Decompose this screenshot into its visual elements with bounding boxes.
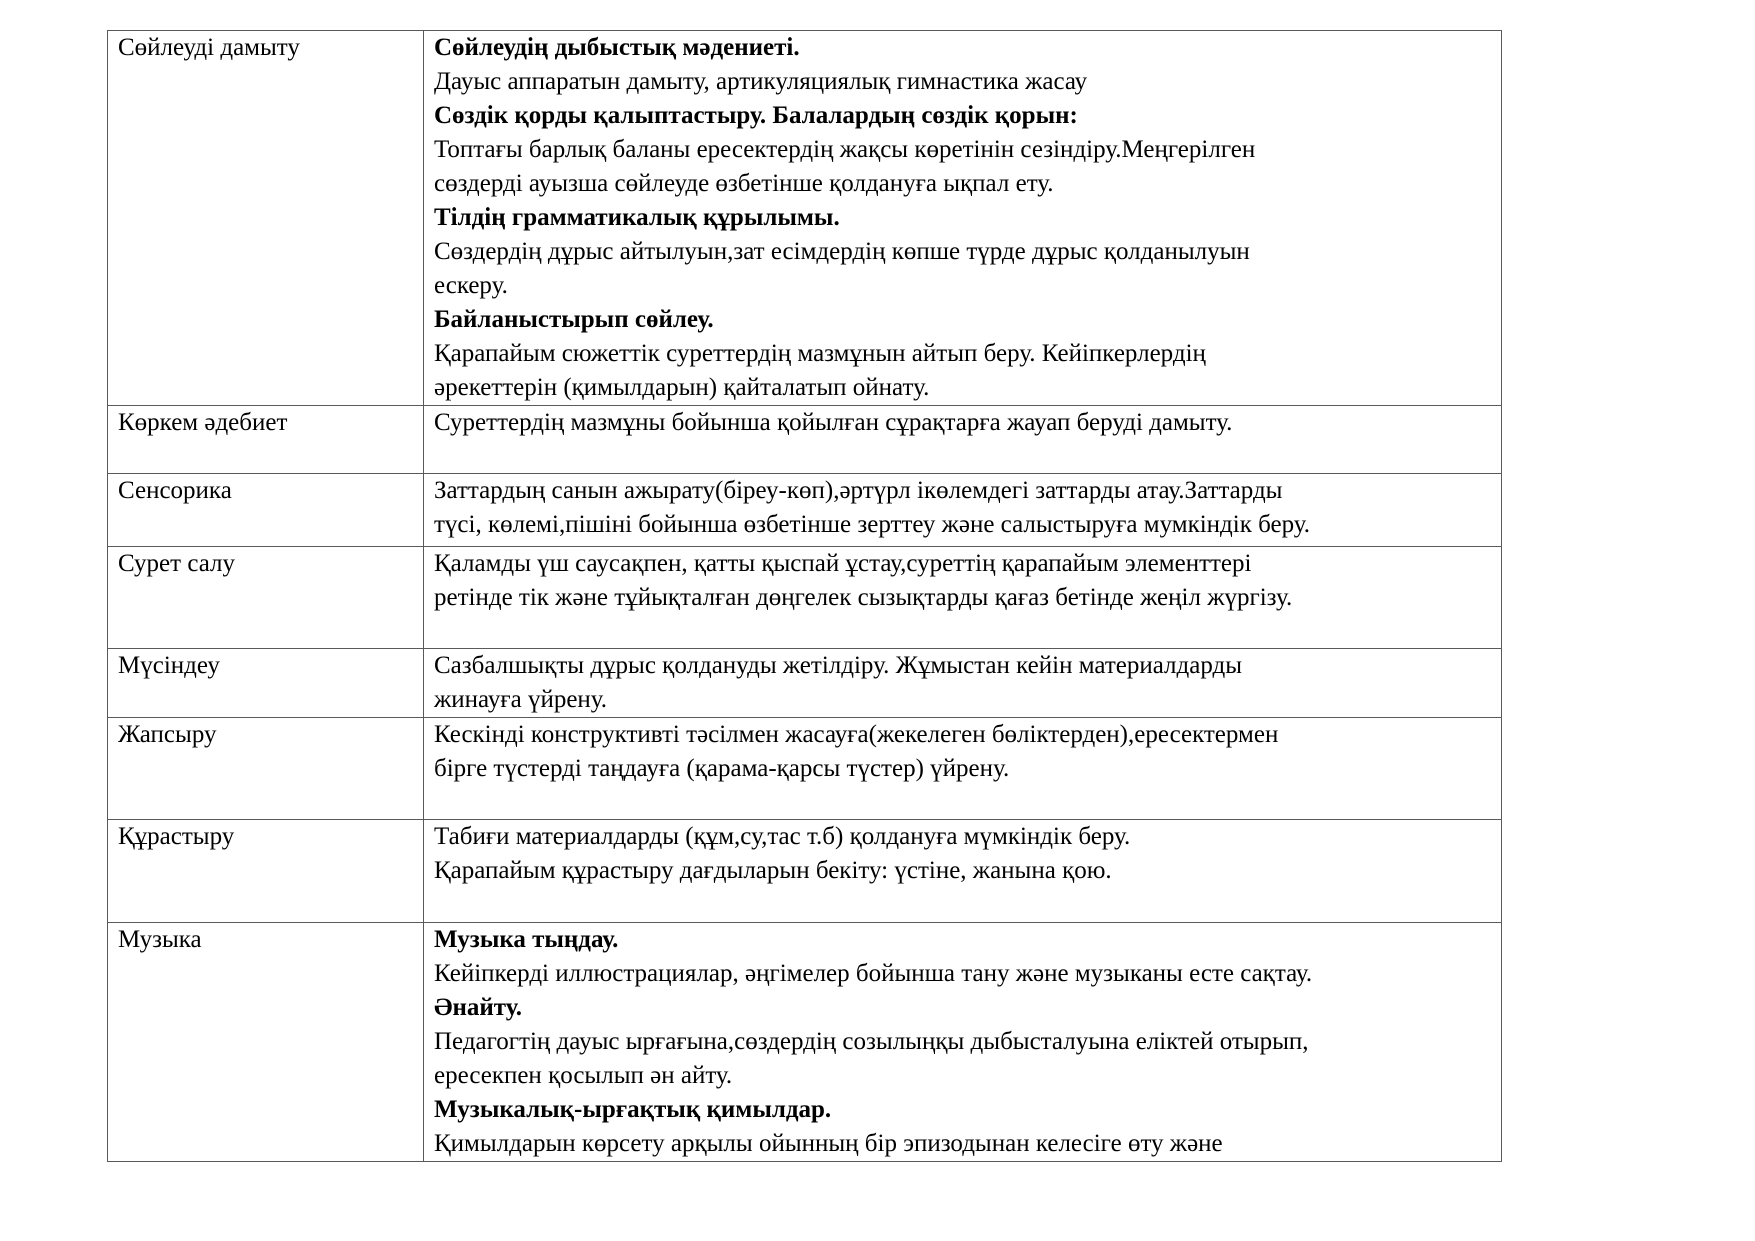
subject-label: Мүсіндеу xyxy=(118,652,220,679)
table-row xyxy=(108,923,1502,1162)
subject-label: Сурет салу xyxy=(118,550,236,577)
content-line: түсі, көлемі,пішіні бойынша өзбетінше зерттеу және салыстыруға мумкіндік беру. xyxy=(434,511,1311,538)
content-line: жинауға үйрену. xyxy=(434,686,608,713)
content-cell xyxy=(424,820,1502,923)
subject-label: Сөйлеуді дамыту xyxy=(118,34,300,61)
table-row xyxy=(108,820,1502,923)
subject-cell xyxy=(108,31,424,406)
subject-cell xyxy=(108,923,424,1162)
content-cell xyxy=(424,406,1502,474)
content-line: Суреттердің мазмұны бойынша қойылған сұрақтарға жауап беруді дамыту. xyxy=(434,409,1233,436)
subject-label: Құрастыру xyxy=(118,823,235,850)
table-row xyxy=(108,718,1502,820)
content-cell xyxy=(424,31,1502,406)
section-heading: Байланыстырып сөйлеу. xyxy=(434,306,714,333)
content-line: Сөздердің дұрыс айтылуын,зат есімдердің көпше түрде дұрыс қолданылуын xyxy=(434,238,1250,265)
content-line: Табиғи материалдарды (құм,су,тас т.б) қолдануға мүмкіндік беру. xyxy=(434,823,1131,850)
subject-label: Сенсорика xyxy=(118,477,232,504)
content-line: бірге түстерді таңдауға (қарама-қарсы түстер) үйрену. xyxy=(434,755,1010,782)
content-line: Педагогтің дауыс ырғағына,сөздердің созылыңқы дыбысталуына еліктей отырып, xyxy=(434,1028,1309,1055)
section-heading: Сөздік қорды қалыптастыру. Балалардың сөздік қорын: xyxy=(434,102,1078,129)
subject-cell xyxy=(108,820,424,923)
subject-label: Көркем әдебиет xyxy=(118,409,288,436)
subject-cell xyxy=(108,547,424,649)
content-line: ересекпен қосылып ән айту. xyxy=(434,1062,733,1089)
section-heading: Музыка тыңдау. xyxy=(434,926,619,953)
subject-cell xyxy=(108,649,424,718)
content-cell xyxy=(424,649,1502,718)
content-line: Қимылдарын көрсету арқылы ойынның бір эпизодынан келесіге өту және xyxy=(434,1130,1223,1157)
subject-label: Жапсыру xyxy=(118,721,217,748)
content-cell xyxy=(424,547,1502,649)
section-heading: Тілдің грамматикалық құрылымы. xyxy=(434,204,840,231)
subject-cell xyxy=(108,474,424,547)
content-line: Қаламды үш саусақпен, қатты қыспай ұстау,суреттің қарапайым элементтері xyxy=(434,550,1252,577)
content-line: әрекеттерін (қимылдарын) қайталатып ойнату. xyxy=(434,374,930,401)
content-cell xyxy=(424,718,1502,820)
content-cell xyxy=(424,923,1502,1162)
curriculum-table xyxy=(107,30,1502,1162)
table-row xyxy=(108,547,1502,649)
table-row xyxy=(108,31,1502,406)
content-line: ескеру. xyxy=(434,272,508,299)
subject-label: Музыка xyxy=(118,926,202,953)
section-heading: Әнайту. xyxy=(434,994,522,1021)
content-line: Қарапайым сюжеттік суреттердің мазмұнын айтып беру. Кейіпкерлердің xyxy=(434,340,1206,367)
table-row xyxy=(108,649,1502,718)
content-line: Заттардың санын ажырату(біреу-көп),әртүрл ікөлемдегі заттарды атау.Заттарды xyxy=(434,477,1283,504)
content-line: Топтағы барлық баланы ересектердің жақсы көретінін сезіндіру.Меңгерілген xyxy=(434,136,1256,163)
content-line: сөздерді ауызша сөйлеуде өзбетінше қолдануға ықпал ету. xyxy=(434,170,1054,197)
section-heading: Музыкалық-ырғақтық қимылдар. xyxy=(434,1096,832,1123)
subject-cell xyxy=(108,718,424,820)
content-line: Сазбалшықты дұрыс қолдануды жетілдіру. Жұмыстан кейін материалдарды xyxy=(434,652,1243,679)
content-line: Қарапайым құрастыру дағдыларын бекіту: үстіне, жанына қою. xyxy=(434,857,1112,884)
table-row xyxy=(108,474,1502,547)
section-heading: Сөйлеудің дыбыстық мәдениеті. xyxy=(434,34,800,61)
content-line: Кескінді конструктивті тәсілмен жасауға(жекелеген бөліктерден),ересектермен xyxy=(434,721,1279,748)
table-row xyxy=(108,406,1502,474)
content-line: Дауыс аппаратын дамыту, артикуляциялық гимнастика жасау xyxy=(434,68,1088,95)
content-cell xyxy=(424,474,1502,547)
subject-cell xyxy=(108,406,424,474)
content-line: Кейіпкерді иллюстрациялар, әңгімелер бойынша тану және музыканы есте сақтау. xyxy=(434,960,1313,987)
content-line: ретінде тік және тұйықталған дөңгелек сызықтарды қағаз бетінде жеңіл жүргізу. xyxy=(434,584,1293,611)
